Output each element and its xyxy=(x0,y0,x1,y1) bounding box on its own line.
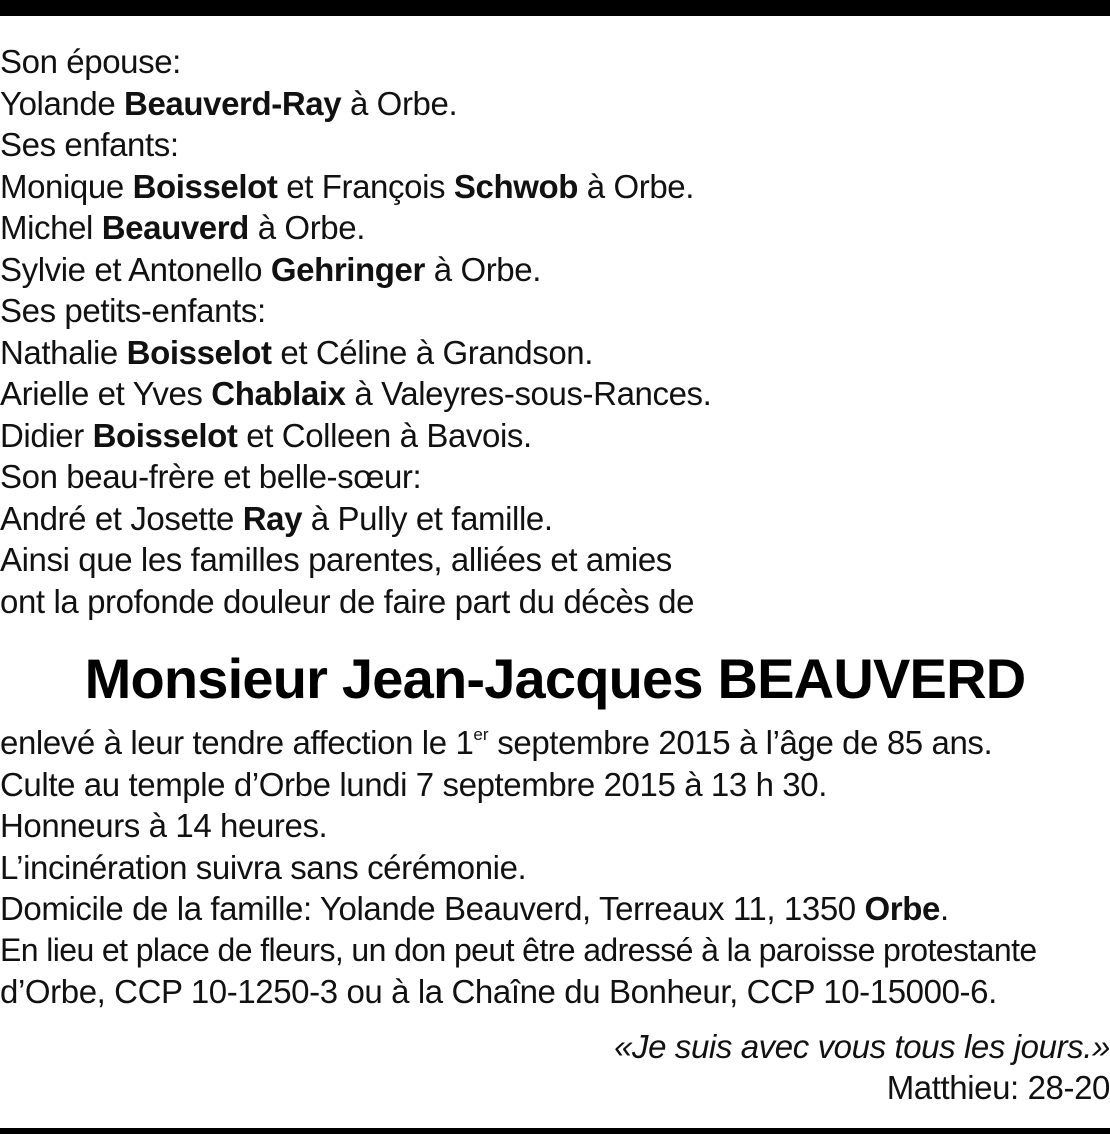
donation-line: En lieu et place de fleurs, un don peut être adressé à la paroisse protestante xyxy=(0,931,1037,968)
family-line: Son beau-frère et belle-sœur: xyxy=(0,458,422,495)
family-line: Ses petits-enfants: xyxy=(0,292,266,329)
family-surname: Beauverd xyxy=(101,209,249,246)
family-surname: Chablaix xyxy=(211,375,346,412)
family-line: Nathalie Boisselot et Céline à Grandson. xyxy=(0,333,593,371)
deceased-name-heading: Monsieur Jean-Jacques BEAUVERD xyxy=(84,647,1026,710)
ordinal-superscript: er xyxy=(473,725,489,744)
family-surname: Gehringer xyxy=(270,250,425,288)
death-notice-line: enlevé à leur tendre affection le 1er septembre 2015 à l’âge de 85 ans. xyxy=(0,724,993,761)
cremation-line: L’incinération suivra sans cérémonie. xyxy=(0,848,527,886)
verse-reference: Matthieu: 28-20 xyxy=(886,1069,1110,1106)
family-line: Didier Boisselot et Colleen à Bavois. xyxy=(0,416,532,454)
family-line: Yolande Beauverd-Ray à Orbe. xyxy=(0,84,458,122)
family-line: André et Josette Ray à Pully et famille. xyxy=(0,499,553,537)
family-surname: Boisselot xyxy=(126,333,272,371)
family-surname: Ray xyxy=(242,499,303,537)
family-surname: Schwob xyxy=(453,167,578,205)
domicile-line: Domicile de la famille: Yolande Beauverd, Terreaux 11, 1350 Orbe. xyxy=(0,890,949,927)
bottom-border-rule xyxy=(0,1128,1110,1134)
family-line: Ses enfants: xyxy=(0,126,179,163)
bible-verse xyxy=(614,1026,1110,1108)
family-surname: Boisselot xyxy=(92,416,238,454)
family-list xyxy=(0,41,1110,622)
family-line: Arielle et Yves Chablaix à Valeyres-sous-Rances. xyxy=(0,375,712,412)
family-line: Monique Boisselot et François Schwob à Orbe. xyxy=(0,167,695,205)
family-line: Michel Beauverd à Orbe. xyxy=(0,209,365,246)
domicile-city: Orbe xyxy=(864,890,940,927)
family-line: Ainsi que les familles parentes, alliées et amies xyxy=(0,541,672,578)
family-line: Sylvie et Antonello Gehringer à Orbe. xyxy=(0,250,541,288)
family-surname: Beauverd-Ray xyxy=(124,84,342,122)
family-line: ont la profonde douleur de faire part du décès de xyxy=(0,582,695,620)
service-line: Culte au temple d’Orbe lundi 7 septembre 2015 à 13 h 30. xyxy=(0,765,827,803)
funeral-details xyxy=(0,722,1110,1013)
top-border-rule xyxy=(0,0,1110,16)
family-line: Son épouse: xyxy=(0,43,181,80)
honours-line: Honneurs à 14 heures. xyxy=(0,807,328,844)
verse-quote: «Je suis avec vous tous les jours.» xyxy=(614,1028,1110,1065)
donation-line: d’Orbe, CCP 10-1250-3 ou à la Chaîne du Bonheur, CCP 10-15000-6. xyxy=(0,973,997,1010)
family-surname: Boisselot xyxy=(132,167,278,205)
